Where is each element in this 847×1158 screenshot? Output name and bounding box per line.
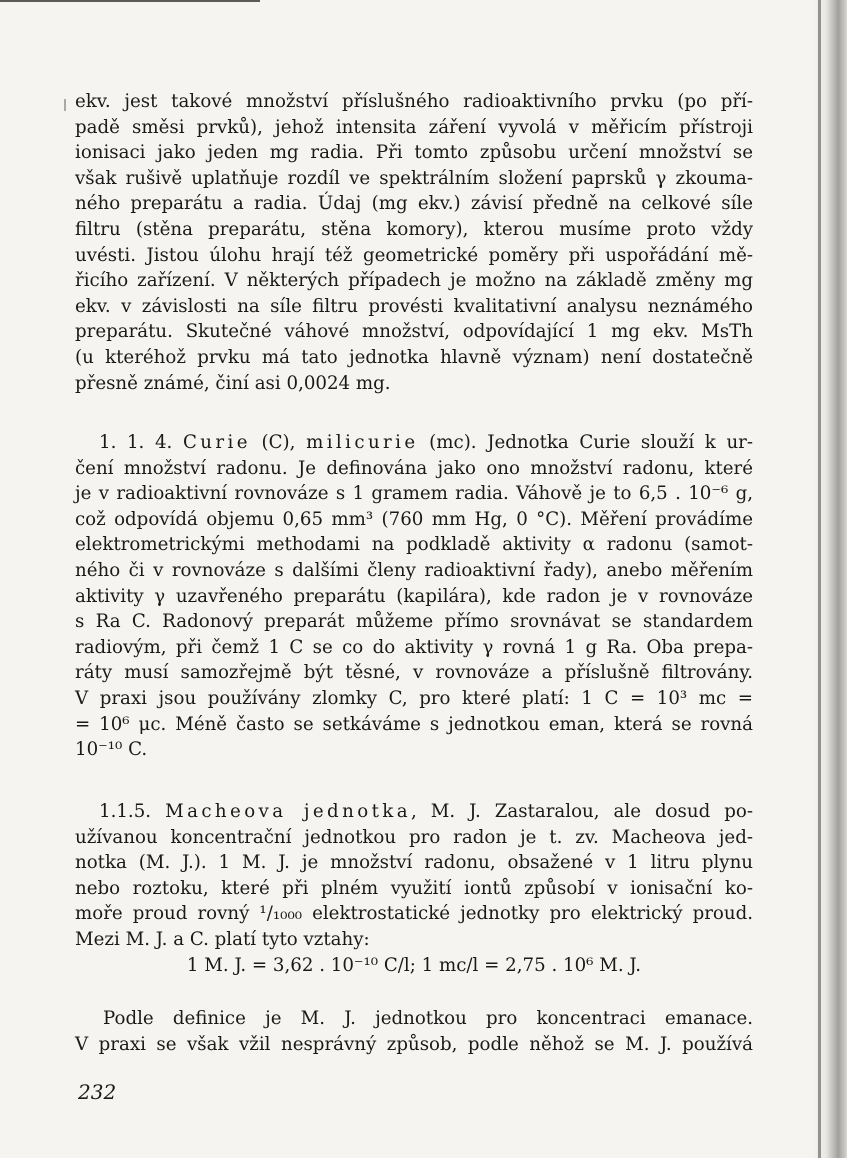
text-line: (u kteréhož prvku má tato jednotka hlavně význam) není dostatečně [75,346,753,368]
text-line: elektrometrickými methodami na podkladě aktivity α radonu (samot- [75,534,753,556]
text-line: ného preparátu a radia. Údaj (mg ekv.) závisí předně na celkové síle [75,193,753,215]
heading-rest: , M. J. Zastaralou, ale dosud po- [410,801,753,822]
formula: 1 M. J. = 3,62 . 10⁻¹⁰ C/l; 1 mc/l = 2,75 . 10⁶ M. J. [186,954,642,976]
text-line: notka (M. J.). 1 M. J. je množství radonu, obsažené v 1 litru plynu [75,852,753,874]
text-line: což odpovídá objemu 0,65 mm³ (760 mm Hg, 0 °C). Měření provádíme [75,508,753,530]
text-line: preparátu. Skutečné váhové množství, odpovídající 1 mg ekv. MsTh [75,321,753,343]
text-line: filtru (stěna preparátu, stěna komory), kterou musíme proto vždy [75,218,753,240]
section-1-1-4-curie [75,430,753,763]
paragraph-mg-ekv [75,89,753,396]
heading-mid: (C), [250,432,307,453]
text-line: ekv. v závislosti na síle filtru provésti kvalitativní analysu neznámého [75,295,753,317]
top-rule [0,0,260,2]
text-line: 10⁻¹⁰ C. [75,739,148,761]
text-line: aktivity γ uzavřeného preparátu (kapilára), kde radon je v rovnováze [75,585,753,607]
section-number: 1. 1. 4. [99,432,173,453]
spaced-term: Macheova jednotka [165,801,411,822]
text-line: = 10⁶ μc. Méně často se setkáváme s jednotkou eman, která se rovná [75,713,753,735]
section-1-1-5-macheova-jednotka [75,799,753,978]
text-line: ného či v rovnováze s dalšími členy radioaktivní řady), anebo měřením [75,559,753,581]
text-line: řicího zařízení. V některých případech je možno na základě změny mg [75,270,753,292]
text-line: ionisaci jako jeden mg radia. Při tomto způsobu určení množství se [75,142,753,164]
text-line: Mezi M. J. a C. platí tyto vztahy: [75,928,370,950]
text-line: padě směsi prvků), jehož intensita záření vyvolá v měřicím přístroji [75,116,753,138]
text-line: nebo roztoku, které při plném využití iontů způsobí v ionisační ko- [75,877,753,899]
text-line: Podle definice je M. J. jednotkou pro koncentraci emanace. [103,1008,753,1029]
section-heading-line [75,430,753,456]
section-number: 1.1.5. [99,801,152,822]
text-line: ráty musí samozřejmě být těsné, v rovnováze a příslušně filtrovány. [75,662,753,684]
text-line: uvésti. Jistou úlohu hrají též geometrické poměry při uspořádání mě- [75,244,753,266]
text-line: přesně známé, činí asi 0,0024 mg. [75,372,391,394]
paragraph-definition [75,1006,753,1057]
heading-rest: (mc). Jednotka Curie slouží k ur- [418,432,753,453]
text-line: V praxi jsou používány zlomky C, pro které platí: 1 C = 10³ mc = [75,687,753,709]
text-line: moře proud rovný ¹/₁₀₀₀ elektrostatické jednotky pro elektrický proud. [75,903,753,925]
text-line: V praxi se však vžil nesprávný způsob, podle něhož se M. J. používá [75,1033,753,1055]
text-line: je v radioaktivní rovnováze s 1 gramem radia. Váhově je to 6,5 . 10⁻⁶ g, [75,483,753,505]
page-number: 232 [78,1080,117,1104]
spaced-term: Curie [182,432,251,453]
section-heading-line [75,799,753,825]
text-line: čení množství radonu. Je definována jako ono množství radonu, které [75,457,753,479]
text-line: ekv. jest takové množství příslušného radioaktivního prvku (po pří- [75,91,753,112]
text-line: však rušivě uplatňuje rozdíl ve spektrálním složení paprsků γ zkouma- [75,167,753,189]
text-line: radiovým, při čemž 1 C se co do aktivity γ rovná 1 g Ra. Oba prepa- [75,636,753,658]
text-line: užívanou koncentrační jednotkou pro radon je t. zv. Macheova jed- [75,826,753,848]
binding-edge [818,0,821,1158]
spaced-term: milicurie [306,432,419,453]
text-line: s Ra C. Radonový preparát můžeme přímo srovnávat se standardem [75,611,753,633]
margin-speck [64,99,66,111]
